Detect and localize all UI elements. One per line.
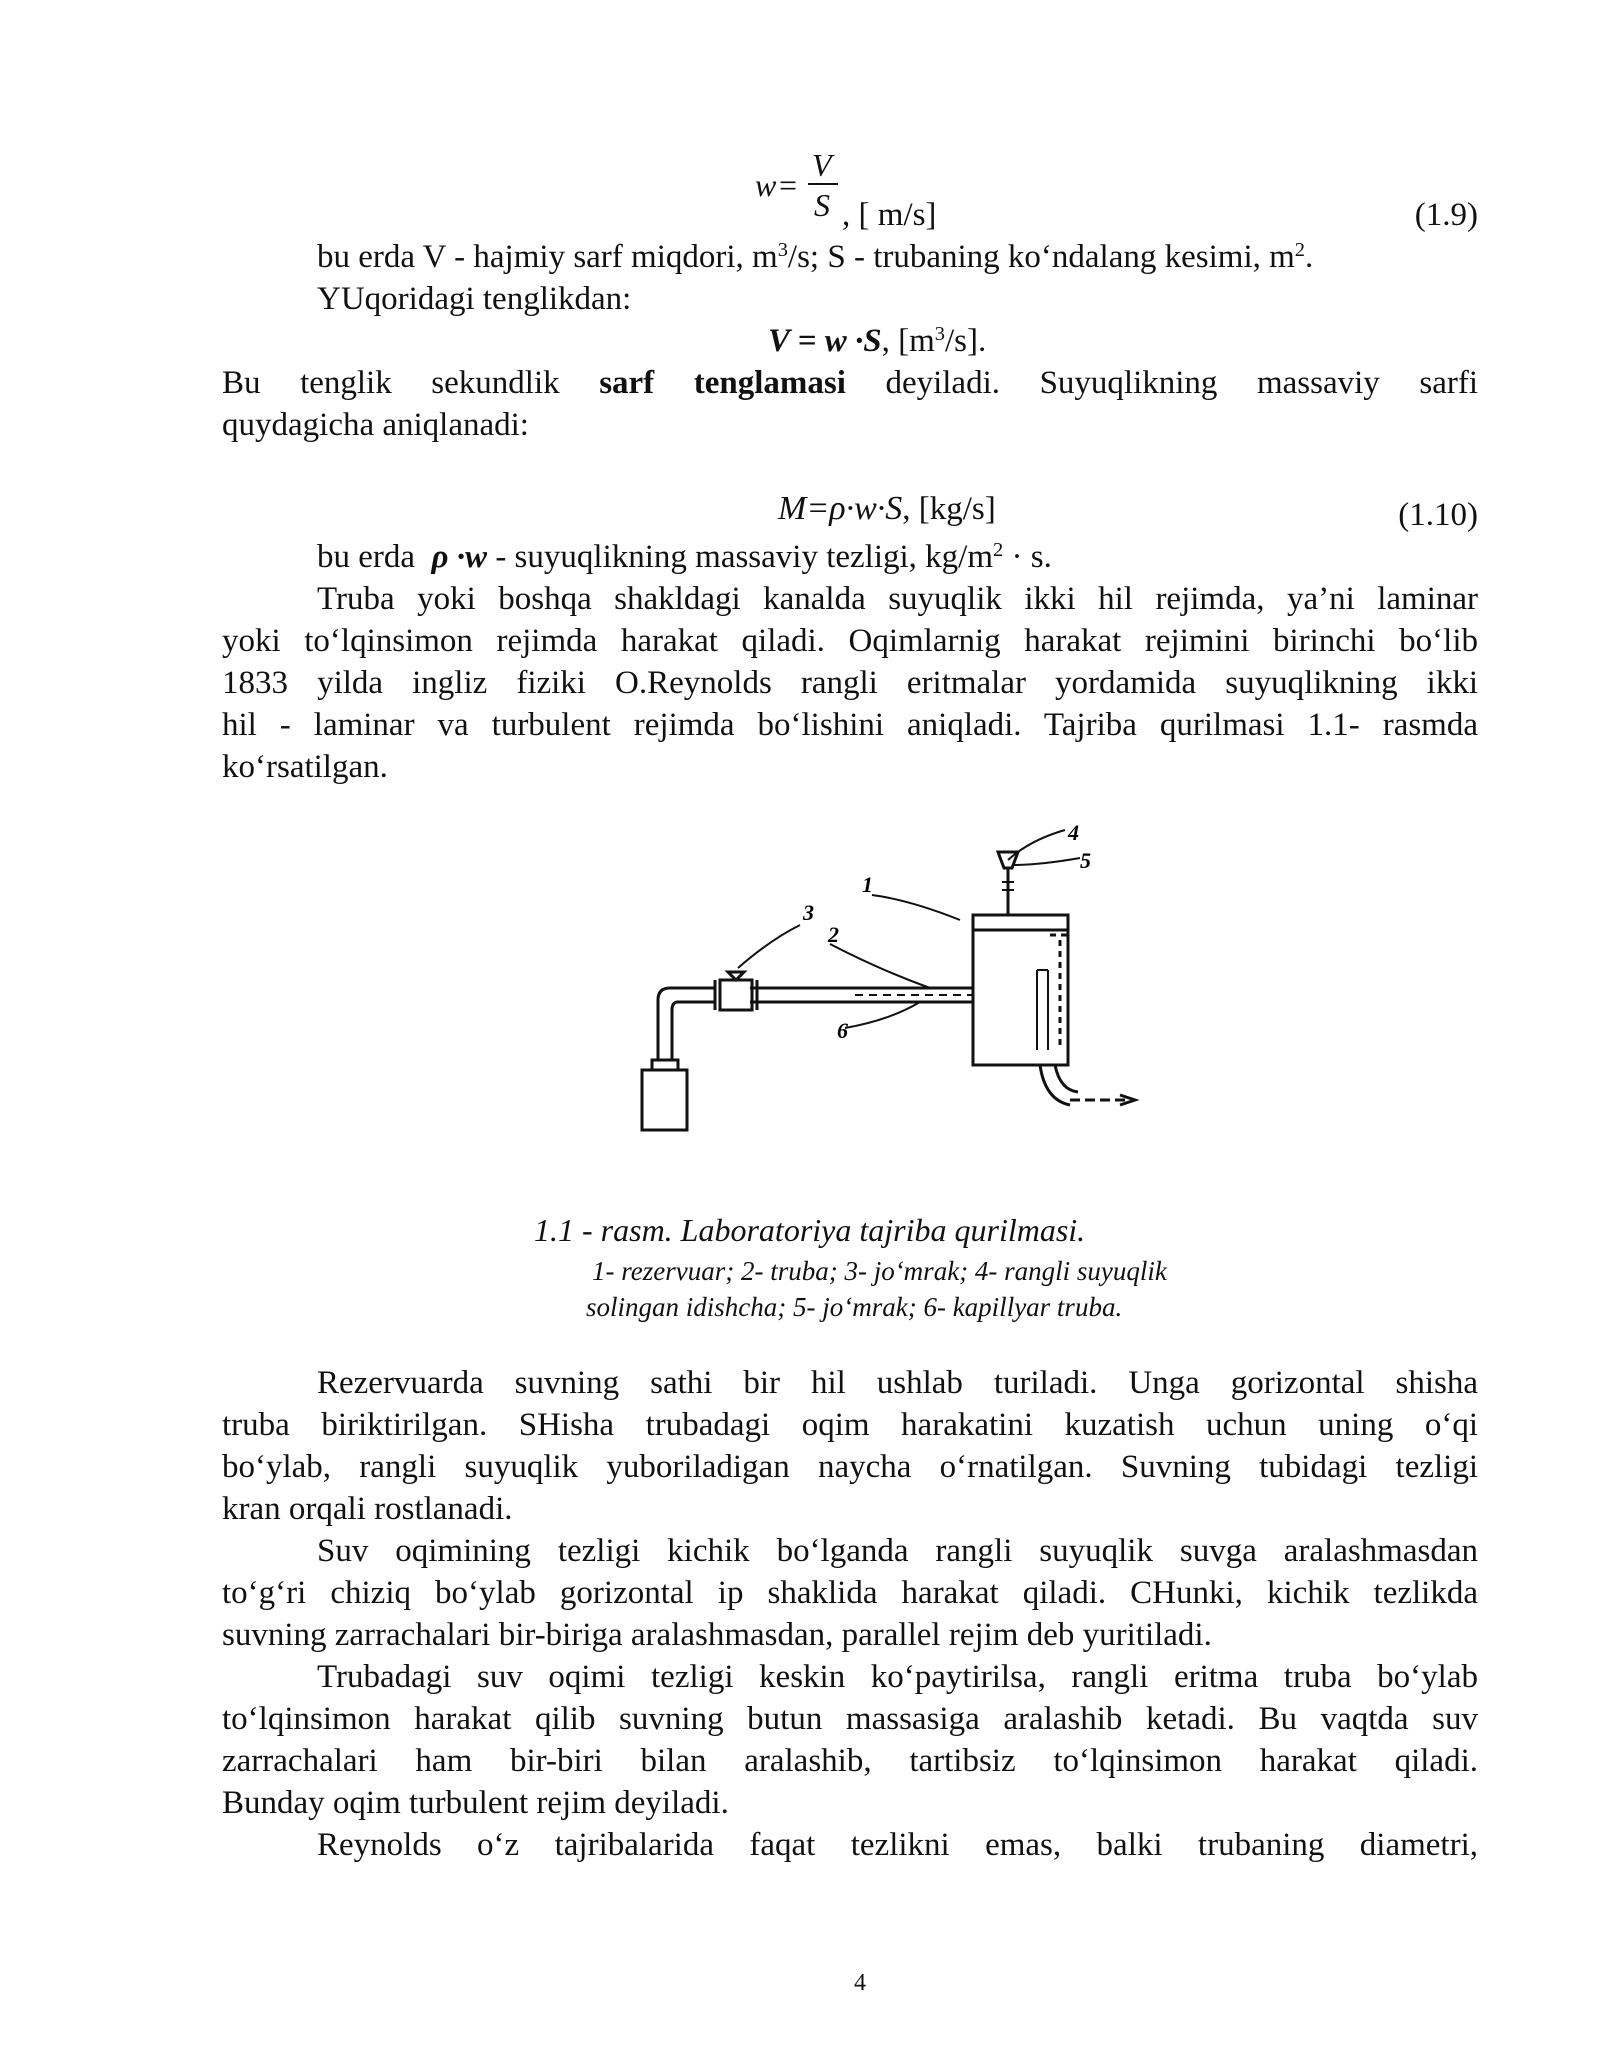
- paragraph-2: YUqoridagi tenglikdan:: [317, 281, 632, 317]
- paragraph-6-line-1: Rezervuarda suvning sathi bir hil ushlab turiladi. Unga gorizontal shisha: [317, 1365, 1478, 1401]
- paragraph-7-line-2: to‘g‘ri chiziq bo‘ylab gorizontal ip shaklida harakat qiladi. CHunki, kichik tezlikda: [222, 1575, 1478, 1611]
- reservoir-tank: [973, 915, 1135, 1105]
- equation-v: V = w ·S, $[m^3/s]$.: [768, 322, 987, 359]
- paragraph-5-line-4: hil - laminar va turbulent rejimda bo‘lishini aniqladi. Tajriba qurilmasi 1.1- rasmda: [222, 707, 1478, 743]
- paragraph-6-line-2: truba biriktirilgan. SHisha trubadagi oqim harakatini kuzatish uchun uning o‘qi: [222, 1407, 1478, 1443]
- eq19-lhs: w: [755, 167, 777, 203]
- figure-label-2: 2: [828, 922, 839, 947]
- laboratory-apparatus-figure: [630, 820, 1150, 1170]
- eq19-equals: =: [779, 167, 798, 203]
- paragraph-6-line-3: bo‘ylab, rangli suyuqlik yuboriladigan naycha o‘rnatilgan. Suvning tubidagi tezligi: [222, 1449, 1478, 1485]
- eq19-number: (1.9): [1414, 197, 1478, 233]
- figure-caption-line-1: 1- rezervuar; 2- truba; 3- jo‘mrak; 4- rangli suyuqlik: [592, 1256, 1167, 1286]
- paragraph-8-line-4: Bunday oqim turbulent rejim deyiladi.: [222, 1785, 729, 1821]
- figure-label-3: 3: [803, 900, 814, 925]
- figure-caption-line-2: solingan idishcha; 5- jo‘mrak; 6- kapillyar truba.: [586, 1292, 1123, 1322]
- eq19-numerator: V: [812, 147, 832, 183]
- paragraph-3-line-1: Bu tenglik sekundlik sarf tenglamasi deyiladi. Suyuqlikning massaviy sarfi: [222, 365, 1478, 401]
- horizontal-pipe: [750, 988, 973, 1002]
- paragraph-4: bu erda ρ ·w - suyuqlikning massaviy tezligi, $kg/m^2 \cdot s$.: [317, 538, 1052, 575]
- dye-vessel: [998, 852, 1018, 915]
- paragraph-5-line-1: Truba yoki boshqa shakldagi kanalda suyuqlik ikki hil rejimda, ya’ni laminar: [317, 581, 1478, 617]
- paragraph-6-line-4: kran orqali rostlanadi.: [222, 1491, 513, 1527]
- paragraph-5-line-5: ko‘rsatilgan.: [222, 749, 388, 785]
- paragraph-8-line-3: zarrachalari ham bir-biri bilan aralashib, tartibsiz to‘lqinsimon harakat qiladi.: [222, 1743, 1478, 1779]
- paragraph-5-line-2: yoki to‘lqinsimon rejimda harakat qiladi. Oqimlarnig harakat rejimini birinchi bo‘lib: [222, 623, 1478, 659]
- eq19-unit: , [ m/s]: [842, 197, 937, 233]
- figure-caption-title: 1.1 - rasm. Laboratoriya tajriba qurilmasi.: [534, 1212, 1086, 1248]
- drain-pipe: [652, 988, 715, 1070]
- paragraph-1: bu erda V - hajmiy sarf miqdori, $m^3/s$; S - trubaning ko‘ndalang kesimi, $m^2$.: [317, 238, 1314, 275]
- eq110-number: (1.10): [1398, 497, 1478, 533]
- valve: [715, 972, 757, 1010]
- figure-label-1: 1: [862, 872, 873, 897]
- paragraph-7-line-3: suvning zarrachalari bir-biriga aralashmasdan, parallel rejim deb yuritiladi.: [222, 1617, 1212, 1653]
- paragraph-8-line-2: to‘lqinsimon harakat qilib suvning butun massasiga aralashib ketadi. Bu vaqtda suv: [222, 1701, 1478, 1737]
- paragraph-7-line-1: Suv oqimining tezligi kichik bo‘lganda rangli suyuqlik suvga aralashmasdan: [317, 1533, 1478, 1569]
- eq19-denominator: S: [814, 187, 830, 223]
- figure-label-5: 5: [1080, 848, 1091, 873]
- paragraph-8-line-1: Trubadagi suv oqimi tezligi keskin ko‘paytirilsa, rangli eritma truba bo‘ylab: [317, 1659, 1478, 1695]
- eq19-fraction-bar: [808, 183, 838, 185]
- collecting-vessel: [642, 1070, 687, 1130]
- page-number: 4: [854, 1970, 866, 1996]
- paragraph-5-line-3: 1833 yilda ingliz fiziki O.Reynolds rangli eritmalar yordamida suyuqlikning ikki: [222, 665, 1478, 701]
- paragraph-3-line-2: quydagicha aniqlanadi:: [222, 407, 529, 443]
- figure-label-4: 4: [1068, 820, 1079, 845]
- paragraph-9-line-1: Reynolds o‘z tajribalarida faqat tezlikni emas, balki trubaning diametri,: [317, 1827, 1478, 1863]
- figure-label-6: 6: [837, 1018, 848, 1043]
- equation-1-10: M=ρ·w·S, [kg/s]: [778, 490, 996, 527]
